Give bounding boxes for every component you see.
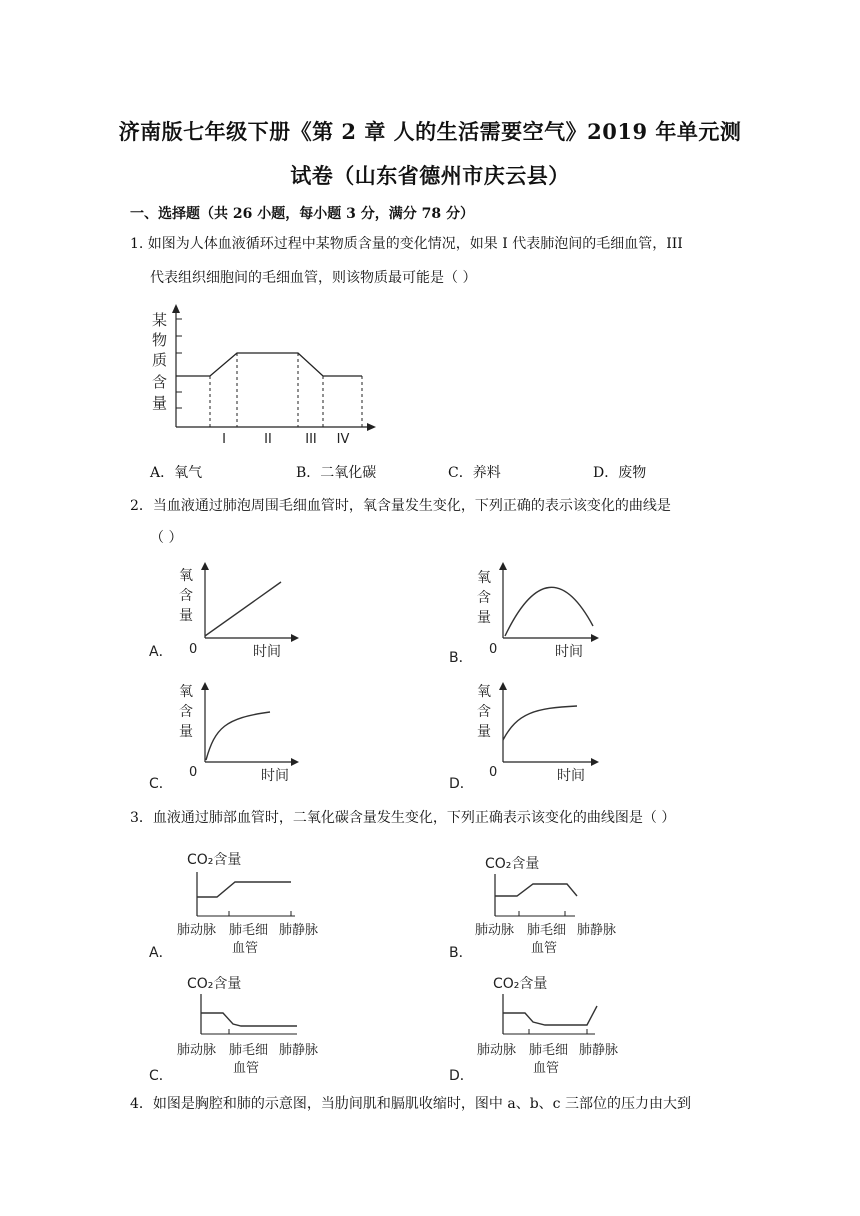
q3-letter-d: D． [449,1068,474,1084]
q3-x3: 肺静脉 [577,923,617,938]
q2-ylabel-char: 量 [477,610,491,626]
doc-title-line2: 试卷（山东省德州市庆云县） [290,163,570,188]
q2-chart-d [445,678,605,793]
q3-curve-b [495,884,577,896]
q2-curve-c [206,712,270,760]
q3-stem-line1: 3．血液通过肺部血管时，二氧化碳含量发生变化，下列正确表示该变化的曲线图是（ ） [130,810,676,826]
q1-dividers [210,353,362,427]
doc-title-line1: 济南版七年级下册《第 2 章 人的生活需要空气》2019 年单元测 [118,119,742,144]
q1-option-b[interactable]: B．二氧化碳 [296,465,377,481]
q2-origin: 0 [489,642,498,657]
q3-x2: 肺毛细 [529,1043,569,1058]
q3-x3: 肺静脉 [279,923,319,938]
q1-curve [176,353,362,376]
q2-ylabel-char: 含 [179,704,193,720]
q3-x1: 肺动脉 [477,1043,517,1058]
q3-x1: 肺动脉 [475,923,515,938]
q2-stem-line2: （ ） [150,530,183,546]
q2-curve-d [503,706,577,740]
q2-ylabel-char: 含 [179,588,193,604]
q3-x2b: 血管 [531,941,558,956]
q2-chart-b [445,558,605,668]
q3-ylabel: CO₂含量 [187,976,242,992]
q2-origin: 0 [489,765,498,780]
q3-x2: 肺毛细 [229,1043,269,1058]
section-header: 一、选择题（共 26 小题，每小题 3 分，满分 78 分） [130,206,474,222]
q2-ylabel-char: 氧 [477,570,491,586]
q1-stem-line2: 代表组织细胞间的毛细血管，则该物质最可能是（ ） [150,270,477,286]
q1-option-d[interactable]: D．废物 [593,465,647,481]
q3-x2b: 血管 [533,1061,560,1076]
q1-ylabel-char: 物 [152,331,168,349]
q2-curve-b [505,587,593,636]
q2-stem-line1: 2．当血液通过肺泡周围毛细血管时，氧含量发生变化，下列正确的表示该变化的曲线是 [130,498,671,514]
q3-letter-b: B． [449,945,473,961]
q2-letter-a: A． [149,644,173,660]
q2-xlabel: 时间 [557,768,585,784]
q3-x3: 肺静脉 [579,1043,619,1058]
q2-chart-c [145,678,305,793]
q2-letter-d: D． [449,776,474,792]
q2-origin: 0 [189,642,198,657]
q3-x1: 肺动脉 [177,1043,217,1058]
q2-ylabel-char: 量 [477,724,491,740]
q1-xlabel: IV [336,432,350,447]
q2-chart-a [145,558,305,668]
q2-xlabel: 时间 [555,644,583,660]
q3-ylabel: CO₂含量 [485,856,540,872]
q1-xlabel: I [222,432,226,447]
q2-ylabel-char: 含 [477,704,491,720]
q3-x3: 肺静脉 [279,1043,319,1058]
q1-option-c[interactable]: C．养料 [448,465,501,481]
q3-chart-c [145,968,335,1088]
q1-stem-line1: 1. 如图为人体血液循环过程中某物质含量的变化情况，如果 I 代表肺泡间的毛细血管，III [130,236,683,252]
q3-x2b: 血管 [232,941,259,956]
q2-letter-c: C． [149,776,173,792]
q1-chart [140,300,380,450]
q1-ylabel-char: 质 [152,351,168,369]
q3-letter-c: C． [149,1068,173,1084]
q2-xlabel: 时间 [253,644,281,660]
q2-ylabel-char: 氧 [477,684,491,700]
q3-ylabel: CO₂含量 [187,852,242,868]
q3-chart-a [145,842,335,962]
q3-x2: 肺毛细 [527,923,567,938]
q2-ylabel-char: 含 [477,590,491,606]
q2-letter-b: B． [449,650,473,666]
q2-origin: 0 [189,765,198,780]
q4-stem-line1: 4．如图是胸腔和肺的示意图，当肋间肌和膈肌收缩时，图中 a、b、c 三部位的压力由大到 [130,1096,691,1112]
q1-xlabel: II [264,432,272,447]
q1-ylabel-char: 含 [152,373,168,391]
q3-x1: 肺动脉 [177,923,217,938]
q1-ylabel-char: 量 [152,394,168,412]
q3-chart-d [445,968,635,1088]
q1-xlabel: III [305,432,317,447]
q3-x2b: 血管 [233,1061,260,1076]
q3-x2: 肺毛细 [229,923,269,938]
q2-curve-a [205,582,281,636]
q3-curve-c [201,1013,297,1026]
q2-ylabel-char: 氧 [179,684,193,700]
q2-xlabel: 时间 [261,768,289,784]
q3-chart-b [445,842,635,962]
q1-option-a[interactable]: A．氧气 [150,465,203,481]
q3-curve-a [197,882,291,897]
q2-ylabel-char: 量 [179,608,193,624]
q3-letter-a: A． [149,945,173,961]
q3-ylabel: CO₂含量 [493,976,548,992]
q2-ylabel-char: 氧 [179,568,193,584]
q1-x-arrow [367,423,376,431]
q3-curve-d [503,1006,597,1025]
q2-ylabel-char: 量 [179,724,193,740]
q1-ylabel-char: 某 [152,311,168,329]
q1-y-arrow [172,304,180,313]
